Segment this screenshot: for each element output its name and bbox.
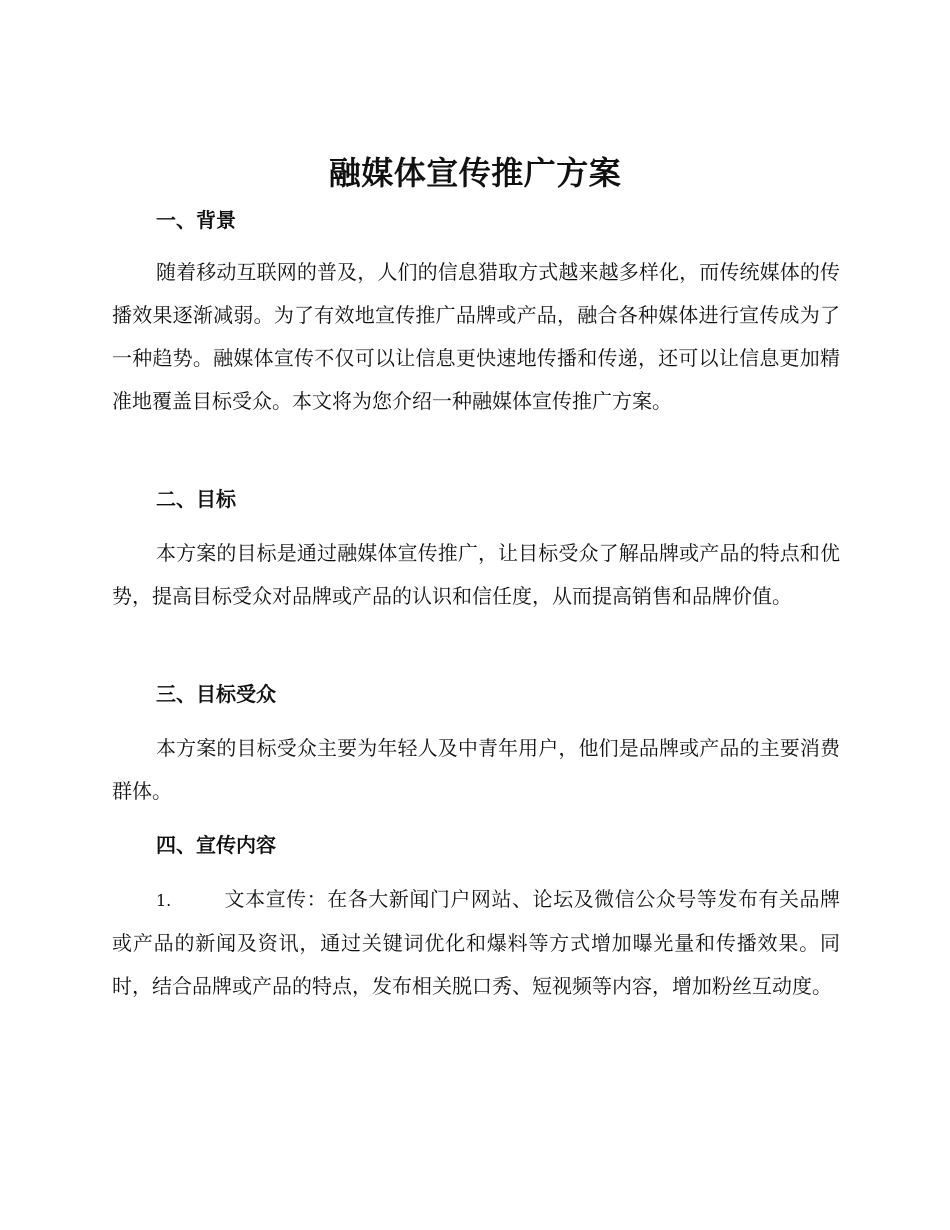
list-item-number: 1.	[156, 891, 172, 910]
list-item	[112, 878, 840, 1008]
section-paragraph-audience: 本方案的目标受众主要为年轻人及中青年用户，他们是品牌或产品的主要消费群体。	[112, 736, 840, 803]
section-paragraph-goal: 本方案的目标是通过融媒体宣传推广，让目标受众了解品牌或产品的特点和优势，提高目标受众对品牌或产品的认识和信任度，从而提高销售和品牌价值。	[112, 541, 840, 608]
section-heading-background: 一、背景	[156, 208, 236, 232]
list-item-text: 文本宣传：在各大新闻门户网站、论坛及微信公众号等发布有关品牌或产品的新闻及资讯，通过关键词优化和爆料等方式增加曝光量和传播效果。同时，结合品牌或产品的特点，发布相关脱口秀、短视频等内容，增加粉丝互动度。	[112, 887, 840, 998]
section-heading-audience: 三、目标受众	[156, 682, 276, 706]
section-heading-content: 四、宣传内容	[156, 833, 276, 857]
document-title: 融媒体宣传推广方案	[328, 154, 622, 192]
section-heading-goal: 二、目标	[156, 487, 236, 511]
section-paragraph-background: 随着移动互联网的普及，人们的信息猎取方式越来越多样化，而传统媒体的传播效果逐渐减弱。为了有效地宣传推广品牌或产品，融合各种媒体进行宣传成为了一种趋势。融媒体宣传不仅可以让信息更快速地传播和传递，还可以让信息更加精准地覆盖目标受众。本文将为您介绍一种融媒体宣传推广方案。	[112, 260, 840, 413]
